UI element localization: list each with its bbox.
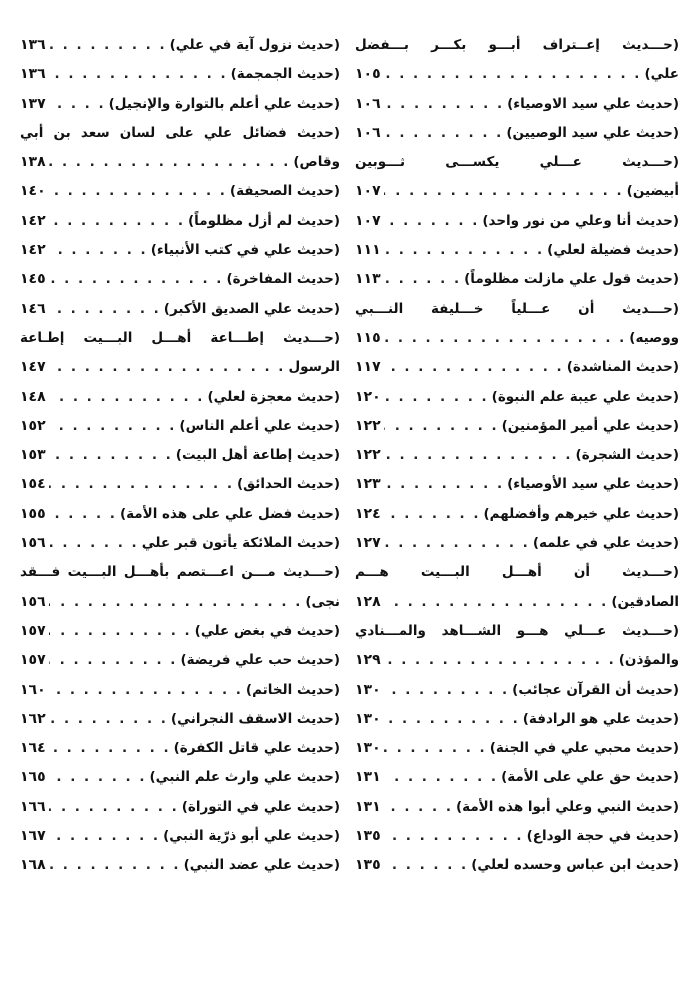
toc-entry-line [355, 412, 679, 441]
dot-leader [49, 265, 224, 294]
dot-leader [384, 441, 573, 470]
toc-entry-title: الصادقين) [611, 593, 679, 610]
toc-entry-line [20, 470, 340, 499]
dot-leader [49, 500, 117, 529]
dot-leader [384, 177, 624, 206]
toc-page-number: ١٤٠ [20, 183, 46, 200]
toc-entry-title: (حـــديث أن عـــلياً خـــليفة النـــبي [355, 300, 679, 317]
toc-entry-title: (حديث علي هو الرادفة) [522, 710, 679, 727]
toc-page-number: ١٥٧ [20, 622, 46, 639]
toc-entry-line [20, 265, 340, 294]
toc-entry-title: (حديث ابن عباس وحسده لعلي) [471, 857, 679, 874]
dot-leader [384, 412, 499, 441]
toc-page-number: ١٤٦ [20, 300, 46, 317]
toc-page-number: ١٦٠ [20, 681, 46, 698]
toc-entry-title: (حـــديث عـــلي هـــو الشـــاهد والمـــنادي [355, 622, 679, 639]
toc-entry-line [355, 324, 679, 353]
toc-entry-line [355, 646, 679, 675]
toc-entry-line [355, 60, 679, 89]
toc-entry-title: (حديث علي خيرهم وأفضلهم) [483, 505, 679, 522]
dot-leader [384, 500, 481, 529]
toc-entry-line [355, 529, 679, 558]
toc-entry-title: (حديث علي سيد الوصيين) [506, 124, 679, 141]
toc-page-number: ١٣١ [355, 798, 381, 815]
toc-entry-title: (حديث الحدائق) [236, 476, 340, 493]
toc-page-number: ١٤٧ [20, 359, 46, 376]
toc-entry-line [355, 236, 679, 265]
toc-entry-line [20, 646, 340, 675]
toc-page-number: ١٣٦ [20, 66, 46, 83]
toc-entry-title: (حديث فضائل علي على لسان سعد بن أبي [20, 124, 340, 141]
toc-entry-line [20, 324, 340, 353]
dot-leader [49, 383, 205, 412]
toc-entry-line [20, 763, 340, 792]
toc-entry-line [20, 119, 340, 148]
toc-entry-line [20, 822, 340, 851]
toc-entry-line [20, 383, 340, 412]
toc-entry-line [20, 207, 340, 236]
dot-leader [384, 705, 520, 734]
toc-page-number: ١٠٦ [355, 124, 381, 141]
dot-leader [49, 412, 177, 441]
toc-entry-title: (حـــديث أن أهـــل البـــيت هـــم [355, 564, 679, 581]
toc-entry-line [355, 353, 679, 382]
dot-leader [49, 646, 178, 675]
dot-leader [49, 148, 291, 177]
toc-entry-line [20, 90, 340, 119]
toc-entry-title: (حديث أن القرآن عجائب) [512, 681, 679, 698]
toc-entry-title: (حديث علي الصديق الأكبر) [163, 300, 340, 317]
toc-page-number: ١١١ [355, 242, 381, 259]
toc-entry-title: (حديث علي عيبة علم النبوة) [491, 388, 679, 405]
toc-page-number: ١٤٥ [20, 271, 46, 288]
toc-page-number: ١٦٧ [20, 828, 46, 845]
toc-entry-title: (حديث في حجة الوداع) [526, 828, 679, 845]
toc-entry-title: (حـــديث عـــلي يكســـى ثـــوبين [355, 154, 679, 171]
toc-page-number: ١٢٨ [355, 593, 381, 610]
toc-entry-title: (حـــديث إعــتراف أبـــو بكـــر بـــفضل [355, 37, 679, 53]
toc-page-number: ١٢٢ [355, 417, 381, 434]
toc-page-number: ١٣٦ [20, 37, 46, 53]
toc-entry-line [355, 295, 679, 324]
dot-leader [384, 529, 530, 558]
dot-leader [49, 207, 185, 236]
dot-leader [384, 236, 545, 265]
toc-entry-title: (حديث الجمجمة) [230, 66, 340, 83]
toc-page-number: ١٣٠ [355, 710, 381, 727]
toc-page-number: ١٣٨ [20, 154, 46, 171]
toc-entry-title: (حـــديث إطـــاعة أهـــل البـــيت إطـاعة [20, 329, 340, 346]
dot-leader [49, 353, 286, 382]
toc-page-number: ١٣٠ [355, 740, 381, 757]
toc-entry-line [20, 617, 340, 646]
toc-page-number: ١٦٦ [20, 798, 46, 815]
toc-page-number: ١٠٧ [355, 212, 381, 229]
dot-leader [384, 60, 642, 89]
toc-entry-line [20, 353, 340, 382]
dot-leader [384, 734, 487, 763]
toc-page-number: ١٢٣ [355, 476, 381, 493]
toc-entry-line [355, 705, 679, 734]
toc-page-number: ١٣٥ [355, 828, 381, 845]
toc-entry-title: (حديث علي في علمه) [532, 535, 679, 552]
toc-entry-title: الرسول [288, 359, 340, 376]
toc-entry-title: ووصيه) [629, 329, 679, 346]
toc-entry-title: (حديث لم أزل مظلوماً) [187, 212, 340, 229]
toc-entry-title: (حديث فضيلة لعلي) [547, 242, 679, 259]
toc-entry-title: (حديث حق علي على الأمة) [501, 769, 679, 786]
toc-entry-title: نجى) [305, 593, 340, 610]
toc-entry-line [355, 676, 679, 705]
toc-entry-title: (حديث الخاتم) [245, 681, 340, 698]
toc-entry-title: (حديث علي في كتب الأنبياء) [150, 242, 340, 259]
toc-entry-title: (حديث علي عضد النبي) [183, 857, 340, 874]
toc-entry-title: (حديث علي في التوراة) [181, 798, 340, 815]
dot-leader [384, 851, 469, 880]
toc-page-number: ١٢٩ [355, 652, 381, 669]
toc-entry-title: (حديث علي قاتل الكفرة) [173, 740, 340, 757]
toc-page-number: ١٥٧ [20, 652, 46, 669]
dot-leader [384, 588, 609, 617]
toc-page-number: ١٥٥ [20, 505, 46, 522]
toc-page-number: ١٤٢ [20, 212, 46, 229]
toc-entry-title: (حديث أنا وعلي من نور واحد) [482, 212, 679, 229]
dot-leader [49, 295, 161, 324]
toc-entry-line [355, 441, 679, 470]
toc-page-number: ١٣٧ [20, 95, 46, 112]
toc-entry-line [355, 470, 679, 499]
toc-entry-title: (حديث علي وارث علم النبي) [149, 769, 340, 786]
toc-entry-line [20, 588, 340, 617]
toc-entry-line [355, 207, 679, 236]
dot-leader [384, 822, 524, 851]
toc-entry-line [20, 177, 340, 206]
dot-leader [49, 676, 243, 705]
toc-page-number: ١٢٠ [355, 388, 381, 405]
toc-entry-title: علي) [644, 66, 679, 83]
toc-page-number: ١٠٦ [355, 95, 381, 112]
dot-leader [49, 441, 173, 470]
toc-entry-title: (حديث المفاخرة) [226, 271, 340, 288]
dot-leader [49, 851, 181, 880]
toc-page-number: ١١٣ [355, 271, 381, 288]
toc-entry-line [20, 676, 340, 705]
toc-entry-title: (حديث علي أعلم بالتوارة والإنجيل) [108, 95, 340, 112]
toc-page-number: ١٦٤ [20, 740, 46, 757]
dot-leader [384, 119, 504, 148]
toc-right-column [355, 31, 679, 881]
toc-entry-line [20, 529, 340, 558]
dot-leader [49, 470, 234, 499]
dot-leader [49, 31, 167, 60]
toc-entry-line [355, 500, 679, 529]
toc-page-number: ١٣٠ [355, 681, 381, 698]
toc-entry-line [20, 295, 340, 324]
toc-entry-title: والمؤذن) [618, 652, 679, 669]
toc-entry-line [355, 119, 679, 148]
toc-entry-line [355, 793, 679, 822]
toc-entry-title: (حديث المناشدة) [566, 359, 679, 376]
toc-entry-line [355, 851, 679, 880]
dot-leader [384, 763, 498, 792]
toc-entry-title: (حديث علي أعلم الناس) [179, 417, 340, 434]
toc-entry-line [355, 822, 679, 851]
dot-leader [49, 177, 227, 206]
toc-page-number: ١٥٢ [20, 417, 46, 434]
toc-page-number: ١٦٨ [20, 857, 46, 874]
toc-page-number: ١٥٣ [20, 447, 46, 464]
dot-leader [384, 207, 480, 236]
toc-entry-line [355, 617, 679, 646]
toc-entry-line [355, 90, 679, 119]
toc-page-number: ١١٧ [355, 359, 381, 376]
toc-entry-title: (حديث علي سيد الاوصياء) [507, 95, 679, 112]
toc-entry-line [20, 441, 340, 470]
toc-entry-line [20, 148, 340, 177]
toc-entry-title: (حديث نزول آية في علي) [169, 37, 340, 53]
toc-entry-line [355, 148, 679, 177]
toc-entry-line [355, 558, 679, 587]
toc-page-number: ١٥٦ [20, 593, 46, 610]
toc-page-number: ١١٥ [355, 329, 381, 346]
toc-entry-line [20, 793, 340, 822]
toc-entry-title: وقاص) [293, 154, 340, 171]
toc-entry-line [355, 177, 679, 206]
dot-leader [49, 763, 147, 792]
dot-leader [49, 60, 228, 89]
toc-page-number: ١٣١ [355, 769, 381, 786]
toc-page-number: ١٦٢ [20, 710, 46, 727]
dot-leader [49, 822, 160, 851]
toc-entry-title: (حديث إطاعة أهل البيت) [175, 447, 340, 464]
toc-entry-title: (حديث الصحيفة) [229, 183, 340, 200]
toc-entry-line [20, 734, 340, 763]
toc-entry-title: (حديث الاسقف النجراني) [170, 710, 340, 727]
dot-leader [49, 529, 139, 558]
toc-entry-line [20, 705, 340, 734]
toc-entry-title: أبيضين) [626, 183, 679, 200]
dot-leader [49, 90, 106, 119]
toc-entry-title: (حديث علي أبو ذرّية النبي) [163, 828, 340, 845]
toc-left-column [20, 31, 340, 881]
toc-page-number: ١٠٧ [355, 183, 381, 200]
toc-entry-title: (حديث في بغض علي) [194, 622, 340, 639]
toc-page-number: ١٦٥ [20, 769, 46, 786]
dot-leader [49, 617, 192, 646]
toc-entry-title: (حديث النبي وعلي أبوا هذه الأمة) [455, 798, 679, 815]
dot-leader [384, 676, 510, 705]
toc-entry-line [20, 851, 340, 880]
dot-leader [384, 383, 489, 412]
toc-entry-line [355, 31, 679, 60]
toc-page-number: ١٢٧ [355, 535, 381, 552]
toc-entry-line [20, 31, 340, 60]
dot-leader [49, 705, 168, 734]
toc-entry-title: (حديث قول علي مازلت مظلوماً) [464, 271, 679, 288]
dot-leader [384, 353, 564, 382]
dot-leader [49, 793, 179, 822]
toc-page-number: ١٢٤ [355, 505, 381, 522]
dot-leader [384, 265, 461, 294]
toc-entry-line [20, 558, 340, 587]
toc-entry-line [355, 265, 679, 294]
dot-leader [49, 734, 171, 763]
dot-leader [384, 470, 504, 499]
toc-page-number: ١٠٥ [355, 66, 381, 83]
toc-entry-line [355, 763, 679, 792]
toc-entry-line [355, 588, 679, 617]
toc-entry-line [355, 383, 679, 412]
toc-entry-title: (حديث الشجرة) [575, 447, 679, 464]
dot-leader [384, 90, 504, 119]
toc-entry-title: (حـــديث مـــن اعـــتصم بأهـــل البـــيت فـــقد [20, 564, 340, 581]
toc-entry-title: (حديث علي أمير المؤمنين) [501, 417, 679, 434]
dot-leader [49, 236, 148, 265]
toc-page-number: ١٣٥ [355, 857, 381, 874]
toc-entry-line [355, 734, 679, 763]
toc-page-number: ١٥٦ [20, 535, 46, 552]
dot-leader [49, 588, 303, 617]
toc-entry-line [20, 500, 340, 529]
toc-entry-title: (حديث الملائكة يأتون قبر علي [141, 535, 340, 552]
toc-page-number: ١٢٢ [355, 447, 381, 464]
toc-entry-title: (حديث معجزة لعلي) [207, 388, 340, 405]
toc-entry-title: (حديث علي سيد الأوصياء) [507, 476, 679, 493]
dot-leader [384, 793, 453, 822]
toc-entry-line [20, 412, 340, 441]
toc-entry-line [20, 236, 340, 265]
dot-leader [384, 324, 627, 353]
dot-leader [384, 646, 616, 675]
toc-entry-title: (حديث فضل علي على هذه الأمة) [119, 505, 340, 522]
toc-page-number: ١٤٨ [20, 388, 46, 405]
toc-page-number: ١٤٢ [20, 242, 46, 259]
toc-entry-title: (حديث حب علي فريضة) [180, 652, 340, 669]
toc-entry-title: (حديث محبي علي في الجنة) [489, 740, 679, 757]
toc-page-number: ١٥٤ [20, 476, 46, 493]
toc-entry-line [20, 60, 340, 89]
